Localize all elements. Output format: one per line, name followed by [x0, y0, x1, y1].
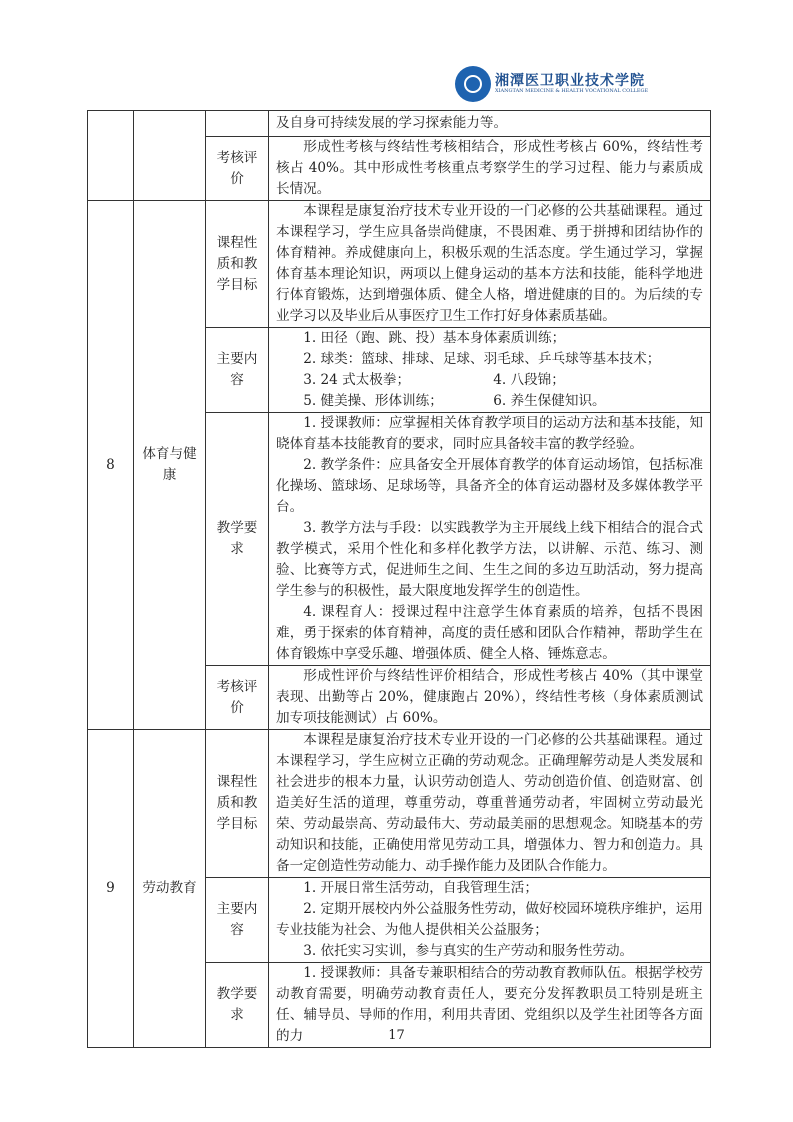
- text: 及自身可持续发展的学习探索能力等。: [276, 115, 508, 131]
- nature-text: [269, 201, 711, 328]
- list-item: 4. 课程育人：授课过程中注意学生体育素质的培养，包括不畏困难，勇于探索的体育精神，高度的责任感和团队合作精神，帮助学生在体育锻炼中享受乐趣、增强体质、健全人格、锤炼意志。: [276, 604, 703, 662]
- list-item: 1. 田径（跑、跳、投）基本身体素质训练；: [303, 330, 566, 346]
- list-item: 2. 教学条件：应具备安全开展体育教学的体育运动场馆，包括标准化操场、篮球场、足球场等，具备齐全的体育运动器材及多媒体教学平台。: [276, 457, 703, 515]
- requirements-label: 教学要求: [206, 413, 269, 666]
- list-item: 2. 定期开展校内外公益服务性劳动，做好校园环境秩序维护，运用专业技能为社会、为他人提供相关公益服务；: [276, 901, 703, 938]
- page-number: 17: [388, 1028, 405, 1043]
- course-name: 劳动教育: [134, 730, 206, 1048]
- nature-text: [269, 730, 711, 878]
- nature-label: 课程性质和教学目标: [206, 730, 269, 878]
- content-label: 主要内容: [206, 878, 269, 963]
- course-number: 9: [88, 730, 134, 1048]
- list-item: 1. 开展日常生活劳动，自我管理生活；: [303, 880, 538, 896]
- list-item: 3. 依托实习实训，参与真实的生产劳动和服务性劳动。: [303, 943, 634, 959]
- prev-label-cell: [206, 111, 269, 137]
- content-list: [269, 328, 711, 413]
- text: 本课程是康复治疗技术专业开设的一门必修的公共基础课程。通过本课程学习，学生应具备崇尚健康，不畏困难、勇于拼搏和团结协作的体育精神。养成健康向上，积极乐观的生活态度。学生通过学习，掌握体育基本理论知识，两项以上健身运动的基本方法和技能，能科学地进行体育锻炼，达到增强体质、健全人格，增进健康的目的。为后续的专业学习以及毕业后从事医疗卫生工作打好身体素质基础。: [276, 203, 703, 324]
- nature-label: 课程性质和教学目标: [206, 201, 269, 328]
- list-item: 1. 授课教师：应掌握相关体育教学项目的运动方法和基本技能，知晓体育基本技能教育的要求，同时应具备较丰富的教学经验。: [276, 415, 703, 452]
- logo-chinese-name: 湘潭医卫职业技术学院: [495, 73, 645, 89]
- prev-course-num-cell: [88, 111, 134, 201]
- content-label: 主要内容: [206, 328, 269, 413]
- college-seal-icon: [455, 66, 491, 102]
- requirements-label: 教学要求: [206, 963, 269, 1048]
- list-row: [276, 391, 703, 412]
- list-item: 5. 健美操、形体训练；: [303, 393, 443, 409]
- assess-label: 考核评价: [206, 137, 269, 201]
- content-list: [269, 878, 711, 963]
- course-number: 8: [88, 201, 134, 730]
- curriculum-table: [87, 110, 711, 1048]
- prev-course-name-cell: [134, 111, 206, 201]
- list-item: 3. 教学方法与手段：以实践教学为主开展线上线下相结合的混合式教学模式，采用个性化和多样化教学方法，以讲解、示范、练习、测验、比赛等方式，促进师生之间、生生之间的多边互助活动，努力提高学生参与的积极性，最大限度地发挥学生的创造性。: [276, 520, 703, 599]
- requirements-text: [269, 413, 711, 666]
- list-item: 4. 八段锦；: [493, 372, 565, 388]
- text: 形成性考核与终结性考核相结合，形成性考核占 60%，终结性考核占 40%。其中形成性考核重点考察学生的学习过程、能力与素质成长情况。: [276, 139, 703, 197]
- list-item: 2. 球类：篮球、排球、足球、羽毛球、乒乓球等基本技术；: [303, 351, 661, 367]
- college-logo: [455, 66, 715, 110]
- text: 1. 授课教师：具备专兼职相结合的劳动教育教师队伍。根据学校劳动教育需要，明确劳动教育责任人，要充分发挥教职员工特别是班主任、辅导员、导师的作用，利用共青团、党组织以及学生社团等各方面的力: [276, 965, 703, 1044]
- course-name: 体育与健康: [134, 201, 206, 730]
- text: 本课程是康复治疗技术专业开设的一门必修的公共基础课程。通过本课程学习，学生应树立正确的劳动观念。正确理解劳动是人类发展和社会进步的根本力量，认识劳动创造人、劳动创造价值、创造财富、创造美好生活的道理，尊重劳动，尊重普通劳动者，牢固树立劳动最光荣、劳动最崇高、劳动最伟大、劳动最美丽的思想观念。知晓基本的劳动知识和技能，正确使用常见劳动工具，增强体力、智力和创造力。具备一定创造性劳动能力、动手操作能力及团队合作能力。: [276, 732, 703, 874]
- assess-label: 考核评价: [206, 666, 269, 730]
- assess-text: [269, 666, 711, 730]
- list-item: 6. 养生保健知识。: [493, 393, 606, 409]
- list-row: [276, 370, 703, 391]
- text: 形成性评价与终结性评价相结合，形成性考核占 40%（其中课堂表现、出勤等占 20%，健康跑占 20%），终结性考核（身体素质测试加专项技能测试）占 60%。: [276, 668, 703, 726]
- prev-text-tail: [269, 111, 711, 137]
- list-item: 3. 24 式太极拳；: [303, 372, 411, 388]
- assess-text: [269, 137, 711, 201]
- logo-english-name: XIANGTAN MEDICINE & HEALTH VOCATIONAL COLLEGE: [495, 88, 649, 94]
